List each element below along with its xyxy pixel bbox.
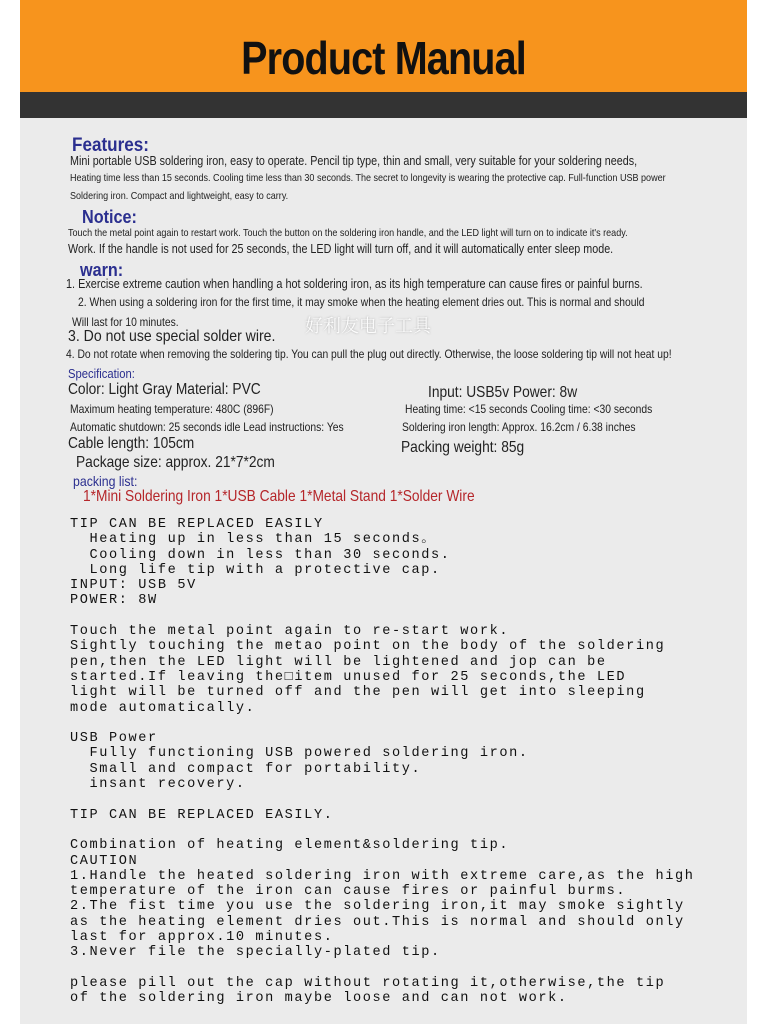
spec-left-4: Cable length: 105cm [68, 435, 195, 452]
spec-left-2: Maximum heating temperature: 480C (896F) [70, 402, 274, 416]
warn-line-1: 1. Exercise extreme caution when handling a hot soldering iron, as its high temperature can cause fires or painful burns. [66, 277, 643, 291]
spec-right-2: Heating time: <15 seconds Cooling time: <30 seconds [405, 402, 653, 416]
packing-heading: packing list: [73, 473, 138, 489]
warn-line-3: Will last for 10 minutes. [72, 315, 179, 329]
notice-heading: Notice: [82, 207, 137, 227]
warn-line-4: 3. Do not use special solder wire. [68, 328, 276, 345]
header-divider-bar [20, 92, 747, 118]
features-line-1: Mini portable USB soldering iron, easy to operate. Pencil tip type, thin and small, very suitable for your soldering needs, [70, 154, 638, 168]
features-line-2: Heating time less than 15 seconds. Cooling time less than 30 seconds. The secret to longevity is wearing the protective cap. Full-function USB power [70, 172, 666, 184]
warn-line-5: 4. Do not rotate when removing the soldering tip. You can pull the plug out directly. Otherwise, the loose soldering tip will not heat up! [66, 347, 672, 361]
spec-heading: Specification: [68, 367, 135, 381]
notice-line-2: Work. If the handle is not used for 25 seconds, the LED light will turn off, and it will automatically enter sleep mode. [68, 242, 614, 256]
notice-line-1: Touch the metal point again to restart work. Touch the button on the soldering iron handle, and the LED light will turn on to indicate it's ready. [68, 227, 628, 239]
spec-right-1: Input: USB5v Power: 8w [428, 384, 578, 401]
features-heading: Features: [72, 135, 149, 156]
features-line-3: Soldering iron. Compact and lightweight, easy to carry. [70, 190, 289, 202]
spec-left-5: Package size: approx. 21*7*2cm [76, 454, 275, 471]
spec-right-4: Packing weight: 85g [401, 439, 525, 456]
page-title: Product Manual [241, 32, 526, 84]
spec-left-1: Color: Light Gray Material: PVC [68, 381, 261, 398]
warn-heading: warn: [80, 260, 124, 280]
spec-right-3: Soldering iron length: Approx. 16.2cm / 6.38 inches [402, 420, 636, 434]
watermark: 好利友电子工具 [305, 316, 431, 336]
spec-left-3: Automatic shutdown: 25 seconds idle Lead instructions: Yes [70, 420, 344, 434]
manual-text-block: TIP CAN BE REPLACED EASILY Heating up in less than 15 seconds。 Cooling down in less than 30 seconds. Long life tip with a protective cap. INPUT: USB 5V POWER: 8W Touch the metal point again to re-start work. Sightly touching the metao point on the body of the soldering pen,then the LED light will be lightened and jop can be started.If leaving the□item unused for 25 seconds,the LED light will be turned off and the pen will get into sleeping mode automatically. USB Power Fully functioning USB powered soldering iron. Small and compact for portability. insant recovery. TIP CAN BE REPLACED EASILY. Combination of heating element&soldering tip. CAUTION 1.Handle the heated soldering iron with extreme care,as the high temperature of the iron can cause fires or painful burms. 2.The fist time you use the soldering iron,it may smoke sightly as the heating element dries out.This is normal and should only last for approx.10 minutes. 3.Never file the specially-plated tip. please pill out the cap without rotating it,otherwise,the tip of the soldering iron maybe loose and can not work. [70, 517, 695, 1007]
header-banner [20, 0, 747, 92]
packing-items: 1*Mini Soldering Iron 1*USB Cable 1*Metal Stand 1*Solder Wire [83, 488, 475, 505]
warn-line-2: 2. When using a soldering iron for the first time, it may smoke when the heating element dries out. This is normal and should [78, 295, 645, 309]
